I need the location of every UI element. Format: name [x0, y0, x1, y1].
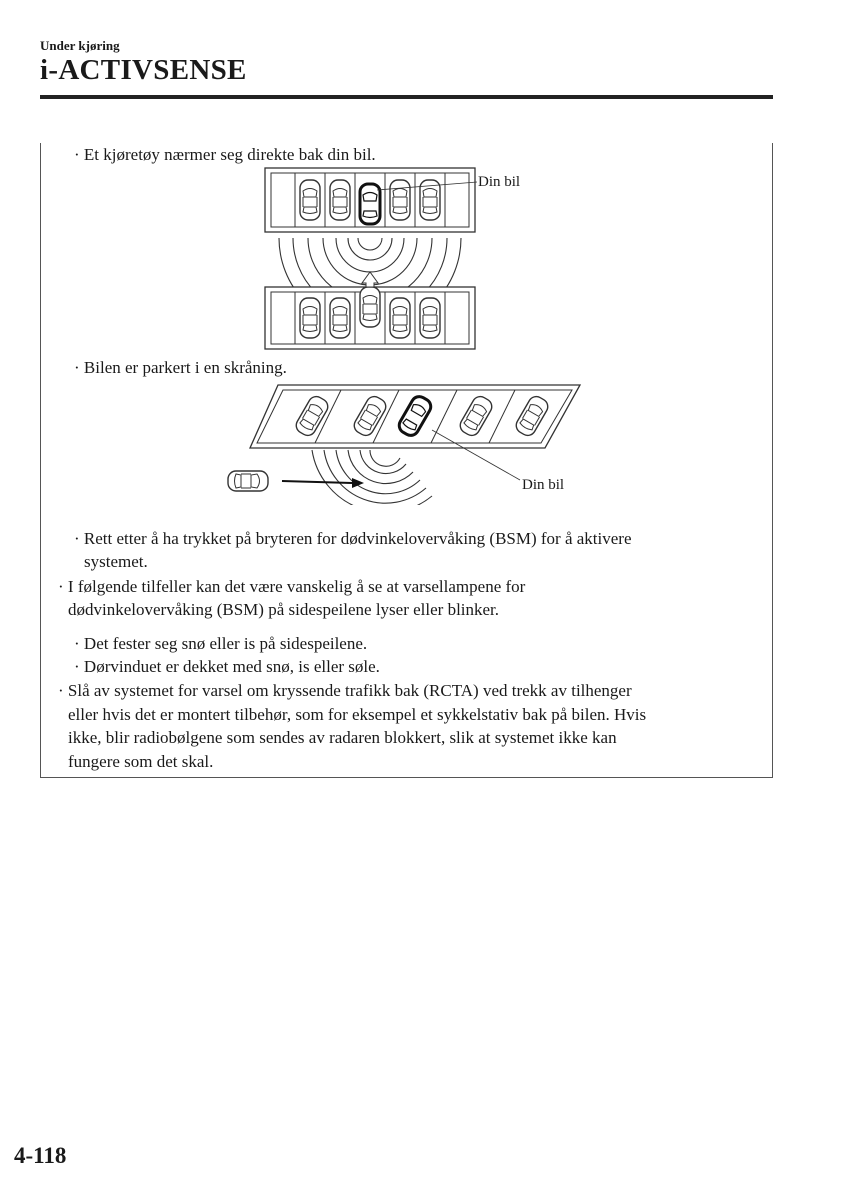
- note-sub-item-bsm-switch: · Rett etter å ha trykket på bryteren for dødvinkelovervåking (BSM) for å aktivere: [74, 529, 632, 548]
- car-parked: [330, 298, 350, 338]
- note-bullet-warning-lights: · I følgende tilfeller kan det være vanskelig å se at varsellampene for: [58, 577, 526, 596]
- note-bullet-rcta-off-cont: ikke, blir radiobølgene som sendes av radaren blokkert, slik at systemet ikke kan: [68, 728, 617, 747]
- note-bullet-rcta-off-cont: fungere som det skal.: [68, 752, 214, 771]
- note-bullet-warning-lights-cont: dødvinkelovervåking (BSM) på sidespeilene lyser eller blinker.: [68, 600, 500, 619]
- figure-label-own-car: Din bil: [522, 477, 565, 493]
- note-sub-item-snow-mirrors: · Det fester seg snø eller is på sidespeilene.: [74, 634, 368, 653]
- note-sub-item-approaching-vehicle: · Et kjøretøy nærmer seg direkte bak din bil.: [74, 145, 376, 164]
- note-bullet-rcta-off-cont: eller hvis det er montert tilbehør, som for eksempel et sykkelstativ bak på bilen. Hvis: [68, 705, 647, 724]
- note-bullet-rcta-off: · Slå av systemet for varsel om kryssende trafikk bak (RCTA) ved trekk av tilhenger: [58, 681, 632, 700]
- car-parked: [330, 180, 350, 220]
- car-parked: [300, 298, 320, 338]
- title-rule: [40, 95, 773, 99]
- car-parked: [390, 180, 410, 220]
- figure-label-own-car: Din bil: [478, 174, 521, 190]
- section-label: Under kjøring: [40, 38, 120, 53]
- radar-waves: [312, 450, 432, 505]
- approaching-car: [360, 287, 380, 327]
- car-parked: [420, 298, 440, 338]
- car-parked: [300, 180, 320, 220]
- note-sub-item-slope: · Bilen er parkert i en skråning.: [74, 358, 287, 377]
- note-sub-item-bsm-switch-cont: systemet.: [84, 552, 148, 571]
- arrow-right-icon: [282, 481, 352, 483]
- note-sub-item-window-covered: · Dørvinduet er dekket med snø, is eller søle.: [74, 657, 380, 676]
- car-parked: [390, 298, 410, 338]
- page-title: i-ACTIVSENSE: [40, 54, 247, 86]
- approaching-car: [228, 471, 268, 491]
- page-number: 4-118: [14, 1143, 67, 1168]
